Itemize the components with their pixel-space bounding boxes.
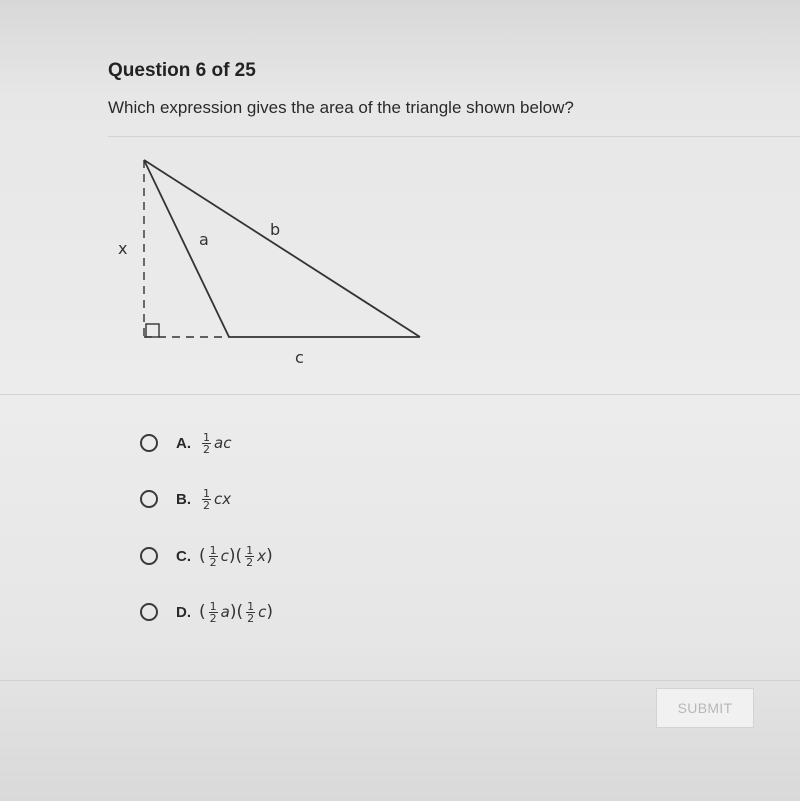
label-a: a [199, 230, 209, 249]
paren-close: ) [229, 602, 237, 622]
fraction [209, 545, 218, 568]
paren-open: ( [235, 546, 243, 566]
choice-letter: A. [176, 434, 191, 452]
label-x: x [118, 239, 128, 258]
fraction [245, 545, 254, 568]
divider-bottom [0, 680, 800, 681]
radio-c[interactable] [140, 547, 158, 565]
label-b: b [270, 220, 281, 239]
radio-d[interactable] [140, 603, 158, 621]
question-text: Which expression gives the area of the triangle shown below? [108, 98, 574, 117]
fraction-denominator: 2 [246, 555, 254, 569]
fraction-denominator: 2 [203, 442, 210, 456]
choice-expression [199, 601, 273, 624]
radio-b[interactable] [140, 490, 158, 508]
fraction-numerator: 1 [209, 599, 217, 613]
paren-open: ( [199, 602, 206, 622]
fraction-denominator: 2 [209, 555, 217, 569]
right-angle-marker [146, 324, 159, 337]
fraction [202, 488, 211, 511]
choice-expression [199, 432, 231, 455]
paren-close: ) [228, 546, 236, 566]
paren-close: ) [266, 602, 274, 622]
expression-term: a [220, 603, 230, 621]
expression-term: x [257, 547, 267, 565]
fraction-numerator: 1 [247, 599, 255, 613]
fraction-numerator: 1 [246, 543, 254, 557]
choice-expression [199, 545, 273, 568]
choice-letter: B. [176, 490, 191, 508]
fraction [209, 601, 218, 624]
choice-c[interactable] [140, 538, 273, 574]
paren-close: ) [266, 546, 273, 566]
fraction-denominator: 2 [203, 498, 210, 512]
paren-open: ( [236, 602, 244, 622]
choice-expression [199, 488, 231, 511]
expression-term: ac [214, 434, 232, 452]
submit-button[interactable]: SUBMIT [656, 688, 754, 728]
choice-letter: D. [176, 603, 191, 621]
expression-term: c [220, 547, 229, 565]
divider-middle [0, 394, 800, 395]
expression-term: cx [214, 490, 232, 508]
fraction-denominator: 2 [209, 611, 217, 625]
choice-d[interactable] [140, 594, 273, 630]
question-counter: Question 6 of 25 [108, 60, 256, 81]
paren-open: ( [199, 546, 206, 566]
fraction [246, 601, 255, 624]
fraction-numerator: 1 [203, 430, 210, 444]
expression-term: c [258, 603, 267, 621]
radio-a[interactable] [140, 434, 158, 452]
fraction [202, 432, 211, 455]
fraction-numerator: 1 [203, 486, 210, 500]
label-c: c [295, 348, 304, 367]
choice-a[interactable] [140, 425, 231, 461]
fraction-denominator: 2 [247, 611, 255, 625]
choice-letter: C. [176, 547, 191, 565]
choice-b[interactable] [140, 481, 231, 517]
fraction-numerator: 1 [209, 543, 217, 557]
side-b [144, 160, 420, 337]
